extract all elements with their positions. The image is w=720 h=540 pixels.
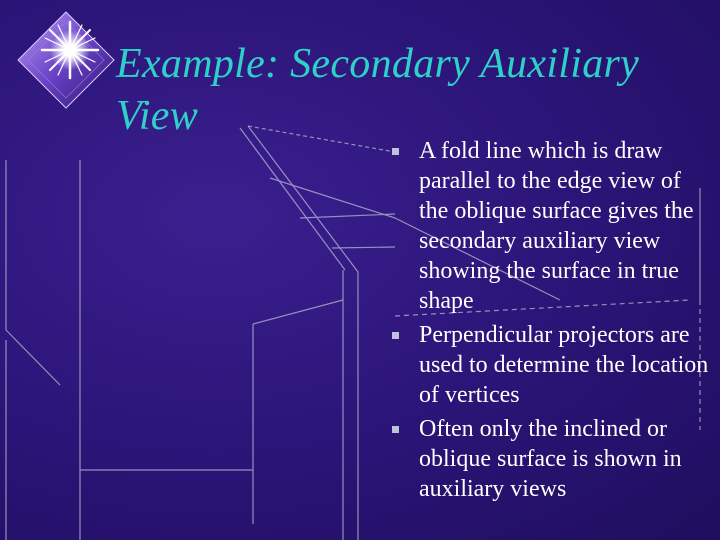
drawing-line (332, 247, 395, 248)
bullet-text: A fold line which is draw parallel to the edge view of the oblique surface gives the secondary auxiliary view showing the surface in true shape (419, 138, 694, 314)
bullet-item (392, 136, 714, 316)
bullet-item (392, 414, 714, 504)
drawing-line (240, 128, 345, 270)
drawing-line (6, 330, 60, 385)
bullet-text: Often only the inclined or oblique surface is shown in auxiliary views (419, 416, 682, 502)
bullet-text: Perpendicular projectors are used to determine the location of vertices (419, 322, 709, 408)
star-burst-diamond-icon (0, 0, 130, 130)
bullet-list (392, 136, 714, 508)
slide-title: Example: Secondary Auxiliary View (116, 41, 640, 139)
square-bullet-icon (392, 332, 399, 339)
square-bullet-icon (392, 148, 399, 155)
drawing-line (270, 178, 395, 218)
bullet-item (392, 320, 714, 410)
square-bullet-icon (392, 426, 399, 433)
drawing-line (253, 300, 343, 324)
drawing-line (248, 126, 358, 272)
